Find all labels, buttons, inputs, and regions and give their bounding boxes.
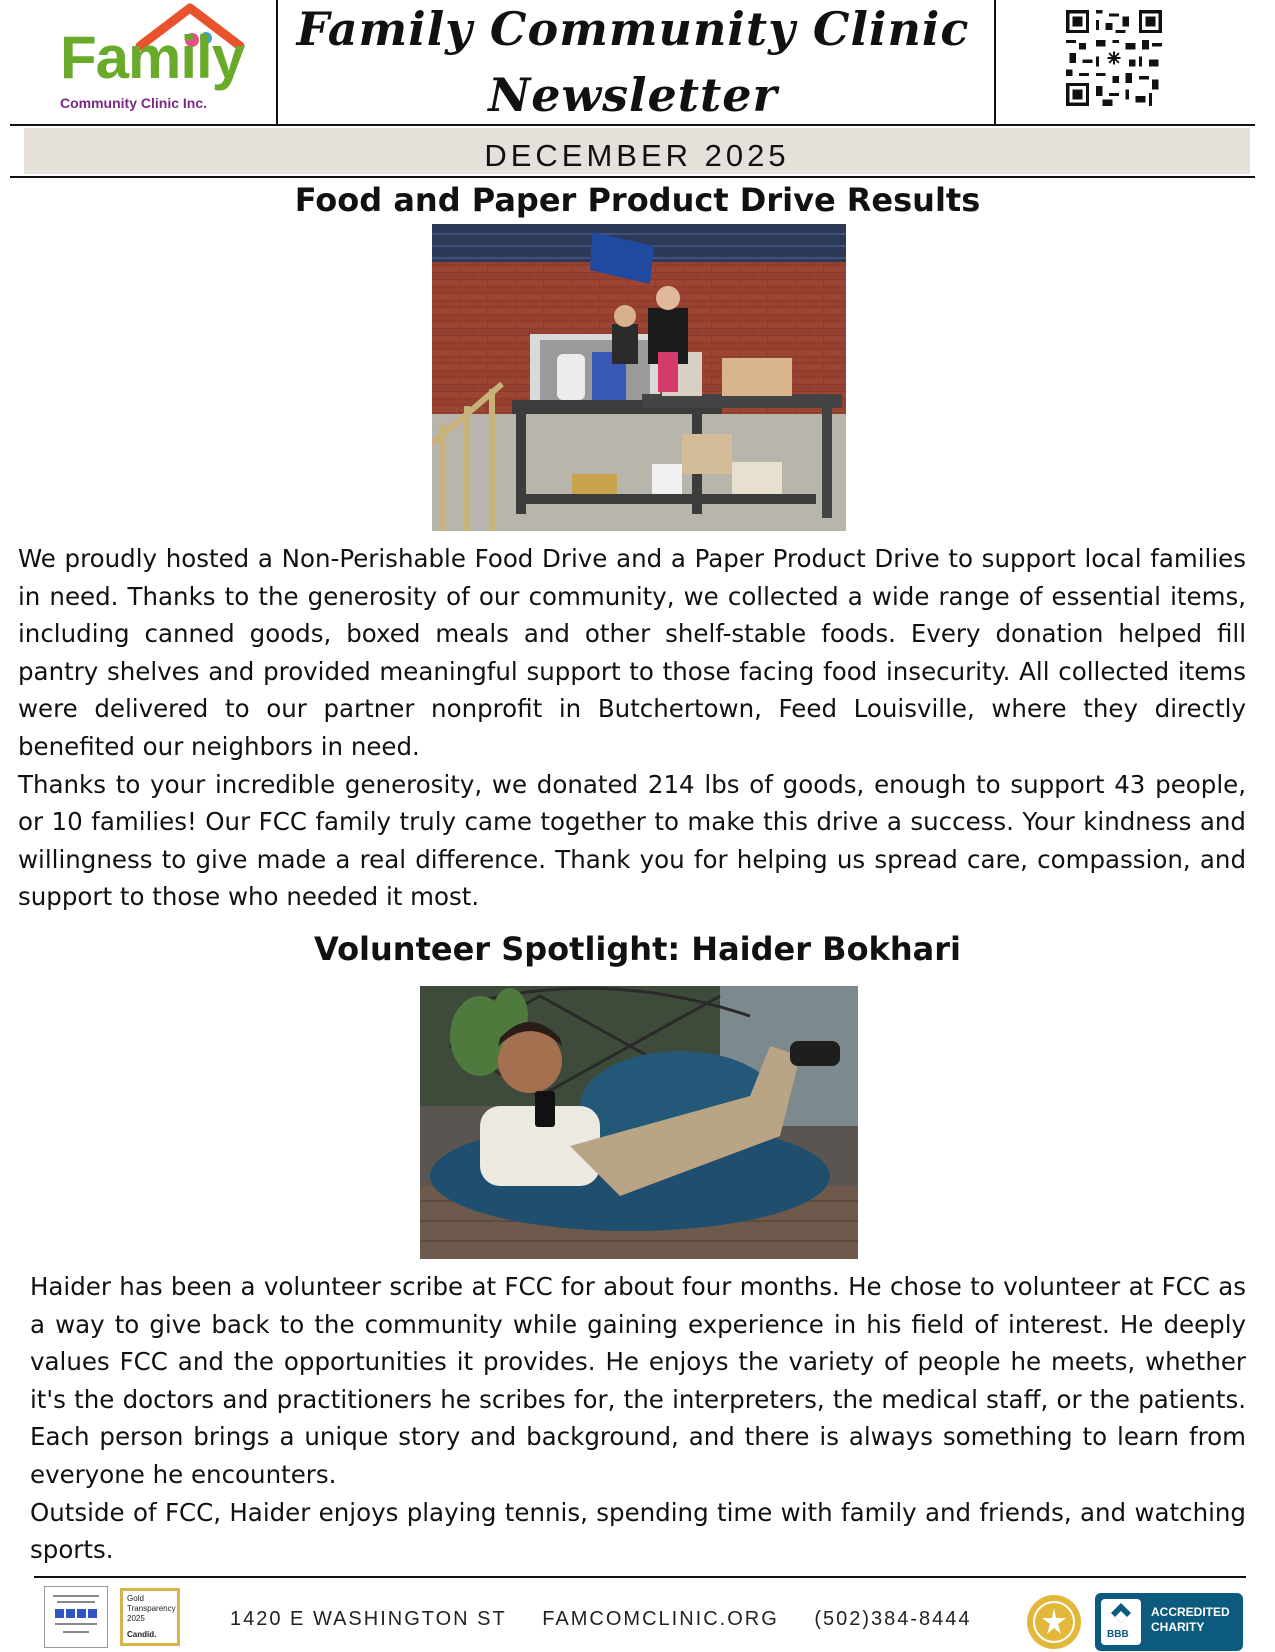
volunteer-paragraph-2: Outside of FCC, Haider enjoys playing tennis, spending time with family and friends, and watching sports. bbox=[30, 1497, 1246, 1565]
qr-code-icon[interactable] bbox=[1066, 10, 1162, 106]
clinic-logo bbox=[14, 0, 269, 122]
food-drive-photo bbox=[432, 224, 846, 531]
logo-wordmark: Family bbox=[60, 24, 245, 91]
footer-phone[interactable]: (502)384-8444 bbox=[814, 1608, 972, 1630]
logo-subtitle: Community Clinic Inc. bbox=[60, 95, 208, 111]
footer-website-link[interactable]: FAMCOMCLINIC.ORG bbox=[542, 1608, 779, 1630]
candid-transparency-badge[interactable] bbox=[120, 1588, 180, 1646]
bbb-line-1: ACCREDITED bbox=[1151, 1605, 1230, 1619]
charity-navigator-badge[interactable] bbox=[44, 1586, 108, 1648]
volunteer-paragraph-1: Haider has been a volunteer scribe at FCC for about four months. He chose to volunteer at FCC as a way to give back to the community while gaining experience in his field of interest. He deeply values FCC and the opportunities it provides. He enjoys the variety of people he meets, whether it's the doctors and practitioners he scribes for, the interpreters, the medical staff, or the patients. Each person brings a unique story and background, and there is always something to learn from everyone he encounters. bbox=[30, 1272, 1246, 1489]
footer-rule bbox=[34, 1576, 1246, 1578]
footer-contact bbox=[230, 1608, 1000, 1631]
header-rule-bottom bbox=[10, 176, 1255, 178]
gold-seal-icon[interactable] bbox=[1026, 1594, 1082, 1650]
title-line-2: Newsletter bbox=[488, 68, 778, 122]
drive-paragraph-2: Thanks to your incredible generosity, we donated 214 lbs of goods, enough to support 43 people, or 10 families! Our FCC family truly came together to make this drive a success. Your kindness and willingness to give made a real difference. Thank you for helping us spread care, compassion, and support to those who needed it most. bbox=[18, 769, 1246, 912]
header-rule-top bbox=[10, 124, 1255, 126]
issue-date: DECEMBER 2025 bbox=[484, 138, 790, 173]
candid-brand: Candid. bbox=[127, 1630, 157, 1639]
bbb-text bbox=[1151, 1605, 1230, 1635]
volunteer-body bbox=[30, 1268, 1246, 1569]
volunteer-heading: Volunteer Spotlight: Haider Bokhari bbox=[314, 930, 961, 968]
drive-body bbox=[18, 540, 1246, 916]
candid-line-1: Gold bbox=[127, 1594, 144, 1603]
drive-heading: Food and Paper Product Drive Results bbox=[294, 181, 981, 219]
footer-address: 1420 E WASHINGTON ST bbox=[230, 1608, 507, 1630]
candid-line-2: Transparency bbox=[127, 1604, 176, 1613]
bbb-accredited-badge[interactable] bbox=[1095, 1593, 1243, 1651]
four-star-rating-icon bbox=[45, 1587, 107, 1647]
volunteer-photo bbox=[420, 986, 858, 1259]
drive-paragraph-1: We proudly hosted a Non-Perishable Food Drive and a Paper Product Drive to support local families in need. Thanks to the generosity of our community, we collected a wide range of essential items, including canned goods, boxed meals and other shelf-stable foods. Every donation helped fill pantry shelves and provided meaningful support to those facing food insecurity. All collected items were delivered to our partner nonprofit in Butchertown, Feed Louisville, where they directly benefited our neighbors in need. bbox=[18, 544, 1246, 761]
title-line-1: Family Community Clinic bbox=[296, 2, 970, 56]
bbb-logo-text: BBB bbox=[1107, 1629, 1129, 1640]
candid-line-3: 2025 bbox=[127, 1614, 145, 1623]
newsletter-title bbox=[278, 0, 988, 128]
bbb-line-2: CHARITY bbox=[1151, 1620, 1205, 1634]
header-divider-right bbox=[994, 0, 996, 124]
